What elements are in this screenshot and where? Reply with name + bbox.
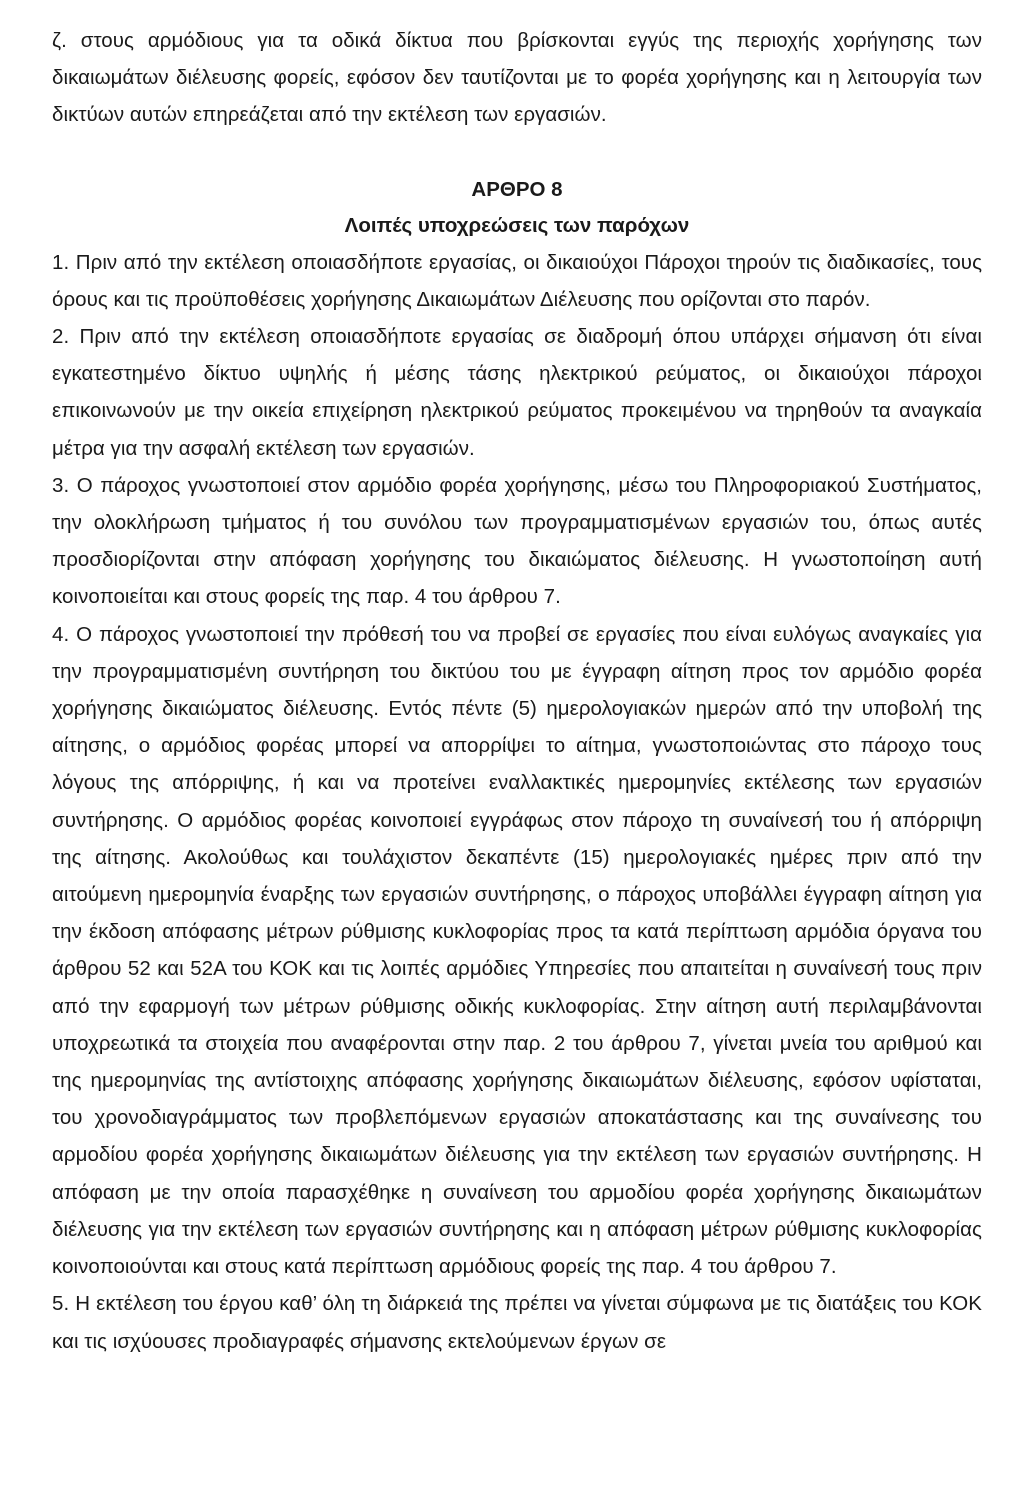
article-title: Λοιπές υποχρεώσεις των παρόχων [344, 213, 690, 237]
intro-paragraph: ζ. στους αρμόδιους για τα οδικά δίκτυα που βρίσκονται εγγύς της περιοχής χορήγησης των δικαιωμάτων διέλευσης φορείς, εφόσον δεν ταυτίζονται με το φορέα χορήγησης και η λειτουργία των δικτύων αυτών επηρεάζεται από την εκτέλεση των εργασιών. [52, 29, 982, 127]
article-paragraph-1: 1. Πριν από την εκτέλεση οποιασδήποτε εργασίας, οι δικαιούχοι Πάροχοι τηρούν τις διαδικασίες, τους όρους και τις προϋποθέσεις χορήγησης Δικαιωμάτων Διέλευσης που ορίζονται στο παρόν. [52, 250, 982, 311]
article-paragraph-5: 5. Η εκτέλεση του έργου καθ’ όλη τη διάρκειά της πρέπει να γίνεται σύμφωνα με τις διατάξεις του ΚΟΚ και τις ισχύουσες προδιαγραφές σήμανσης εκτελούμενων έργων σε [52, 1292, 982, 1353]
article-number: ΑΡΘΡΟ 8 [471, 177, 563, 201]
article-paragraph-3: 3. Ο πάροχος γνωστοποιεί στον αρμόδιο φορέα χορήγησης, μέσω του Πληροφοριακού Συστήματος, την ολοκλήρωση τμήματος ή του συνόλου των προγραμματισμένων εργασιών του, όπως αυτές προσδιορίζονται στην απόφαση χορήγησης του δικαιώματος διέλευσης. Η γνωστοποίηση αυτή κοινοποιείται και στους φορείς της παρ. 4 του άρθρου 7. [52, 473, 982, 609]
article-paragraph-2: 2. Πριν από την εκτέλεση οποιασδήποτε εργασίας σε διαδρομή όπου υπάρχει σήμανση ότι είναι εγκατεστημένο δίκτυο υψηλής ή μέσης τάσης ηλεκτρικού ρεύματος, οι δικαιούχοι πάροχοι επικοινωνούν με την οικεία επιχείρηση ηλεκτρικού ρεύματος προκειμένου να τηρηθούν τα αναγκαία μέτρα για την ασφαλή εκτέλεση των εργασιών. [52, 325, 982, 460]
section-spacer [52, 134, 982, 170]
article-paragraph-4: 4. Ο πάροχος γνωστοποιεί την πρόθεσή του να προβεί σε εργασίες που είναι ευλόγως αναγκαίες για την προγραμματισμένη συντήρηση του δικτύου του με έγγραφη αίτηση προς τον αρμόδιο φορέα χορήγησης δικαιώματος διέλευσης. Εντός πέντε (5) ημερολογιακών ημερών από την υποβολή της αίτησης, ο αρμόδιος φορέας μπορεί να απορρίψει το αίτημα, γνωστοποιώντας στο πάροχο τους λόγους της απόρριψης, ή και να προτείνει εναλλακτικές ημερομηνίες εκτέλεσης των εργασιών συντήρησης. Ο αρμόδιος φορέας κοινοποιεί εγγράφως στον πάροχο τη συναίνεσή του ή απόρριψη της αίτησης. Ακολούθως και τουλάχιστον δεκαπέντε (15) ημερολογιακές ημέρες πριν από την αιτούμενη ημερομηνία έναρξης των εργασιών συντήρησης, ο πάροχος υποβάλλει έγγραφη αίτηση για την έκδοση απόφασης μέτρων ρύθμισης κυκλοφορίας προς τα κατά περίπτωση αρμόδια όργανα του άρθρου 52 και 52Α του ΚΟΚ και τις λοιπές αρμόδιες Υπηρεσίες που απαιτείται η συναίνεσή τους πριν από την εφαρμογή των μέτρων ρύθμισης οδικής κυκλοφορίας. Στην αίτηση αυτή περιλαμβάνονται υποχρεωτικά τα στοιχεία που αναφέρονται στην παρ. 2 του άρθρου 7, γίνεται μνεία του αριθμού και της ημερομηνίας της αντίστοιχης απόφασης χορήγησης δικαιωμάτων διέλευσης, εφόσον υφίσταται, του χρονοδιαγράμματος των προβλεπόμενων εργασιών αποκατάστασης και της συναίνεσης του αρμοδίου φορέα χορήγησης δικαιωμάτων διέλευσης για την εκτέλεση των εργασιών συντήρησης. Η απόφαση με την οποία παρασχέθηκε η συναίνεση του αρμοδίου φορέα χορήγησης δικαιωμάτων διέλευσης για την εκτέλεση των εργασιών συντήρησης και η απόφαση μέτρων ρύθμισης κυκλοφορίας κοινοποιούνται και στους κατά περίπτωση αρμόδιους φορείς της παρ. 4 του άρθρου 7. [52, 622, 982, 1279]
document-page [52, 22, 982, 1360]
